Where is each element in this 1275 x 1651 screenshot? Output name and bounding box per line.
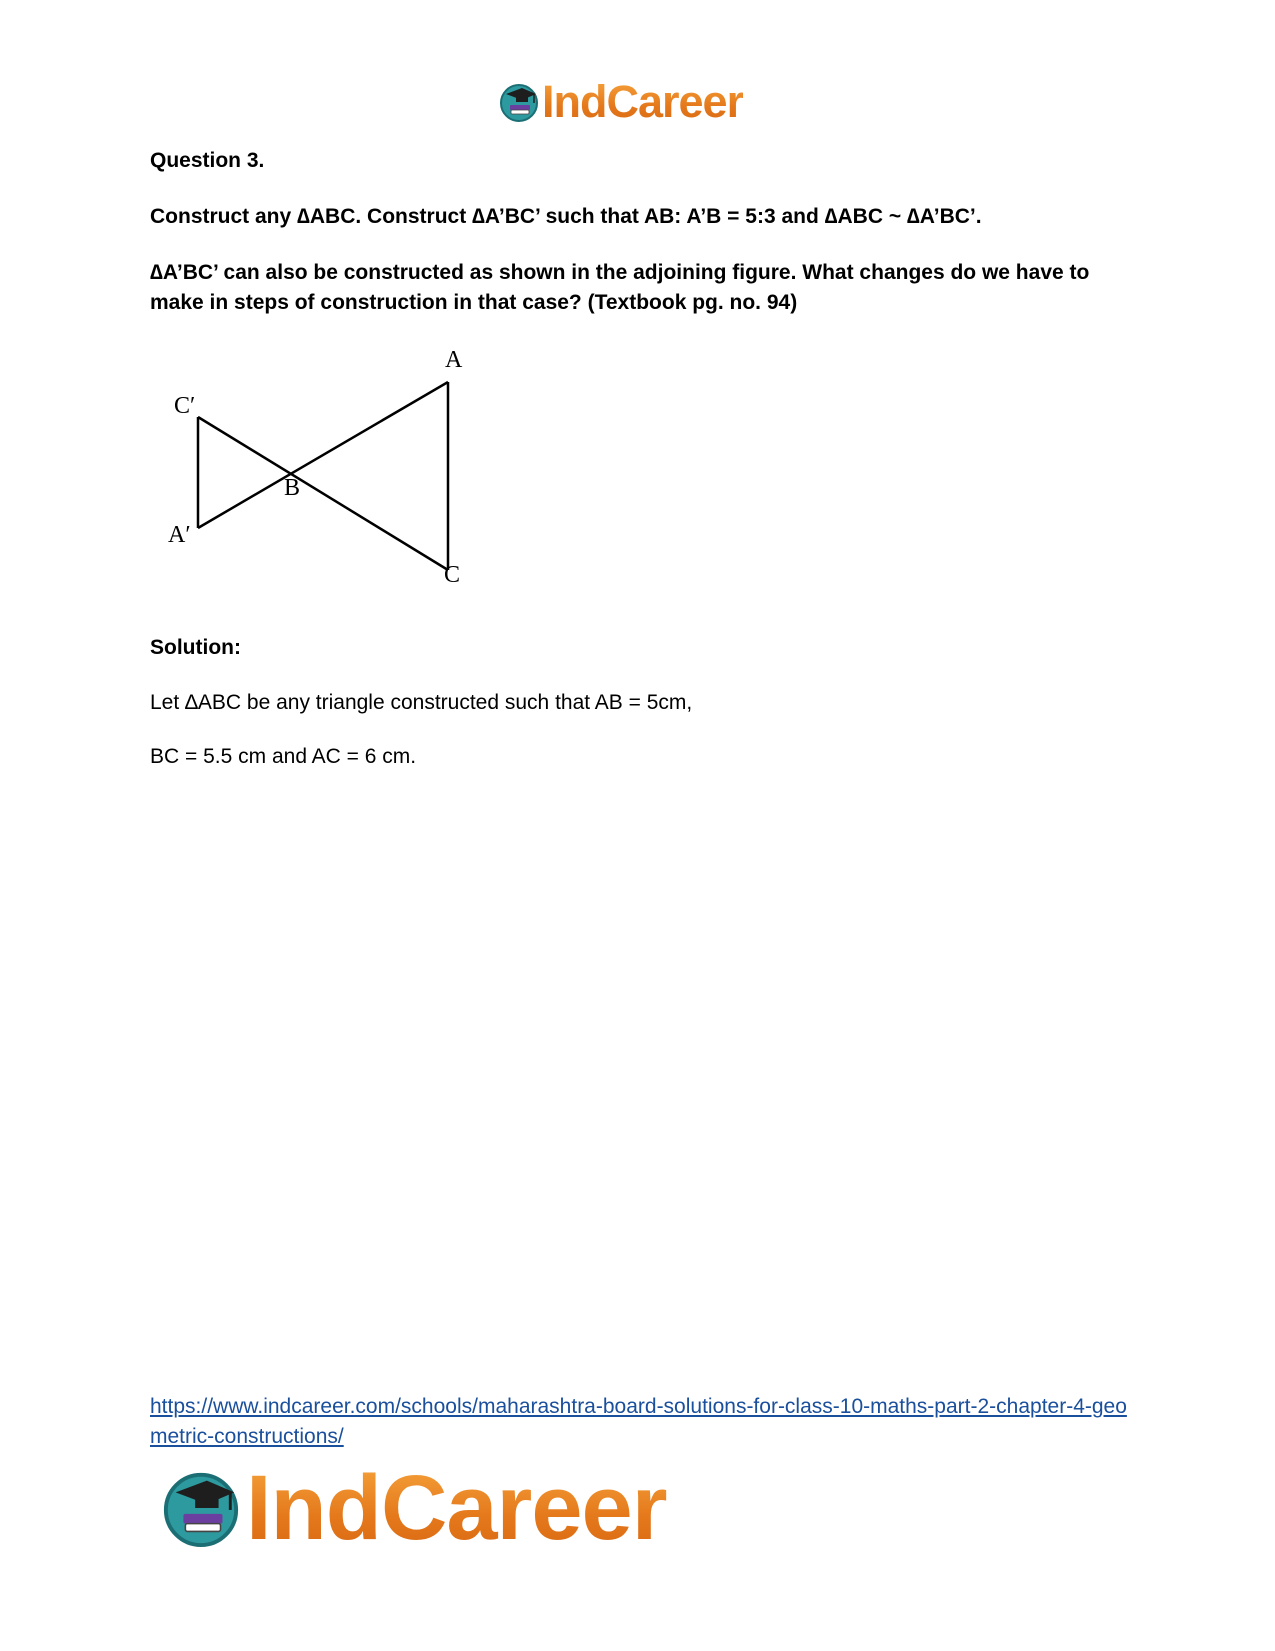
footer-logo <box>160 1457 667 1559</box>
segment-C-C-prime <box>198 417 448 570</box>
solution-line-2: BC = 5.5 cm and AC = 6 cm. <box>150 745 417 768</box>
header-logo <box>498 78 743 126</box>
triangle-figure <box>160 345 500 605</box>
question-title: Question 3. <box>150 149 265 172</box>
solution-title: Solution: <box>150 636 241 659</box>
segment-A-A-prime <box>198 382 448 528</box>
vertex-label-C: C <box>444 562 461 588</box>
vertex-label-A: A <box>445 347 463 373</box>
vertex-label-A-prime: A′ <box>168 522 191 548</box>
solution-line-1: Let ∆ABC be any triangle constructed such that AB = 5cm, <box>150 691 693 714</box>
logo-text: IndCareer <box>542 76 744 127</box>
question-statement: Construct any ∆ABC. Construct ∆A’BC’ such that AB: A’B = 5:3 and ∆ABC ~ ∆A’BC’. <box>150 205 982 228</box>
question-prompt: ∆A’BC’ can also be constructed as shown in the adjoining figure. What changes do we have to make in steps of construction in that case? (Textbook pg. no. 94) <box>150 261 1090 314</box>
graduation-cap-globe-icon <box>498 81 540 123</box>
vertex-label-B: B <box>284 475 301 501</box>
graduation-cap-globe-icon <box>160 1467 242 1549</box>
source-link[interactable]: https://www.indcareer.com/schools/maharashtra-board-solutions-for-class-10-maths-part-2-chapter-4-geometric-constructions/ <box>150 1395 1127 1448</box>
logo-text: IndCareer <box>246 1457 667 1559</box>
triangle-lines <box>198 382 448 570</box>
vertex-label-C-prime: C′ <box>174 393 196 419</box>
